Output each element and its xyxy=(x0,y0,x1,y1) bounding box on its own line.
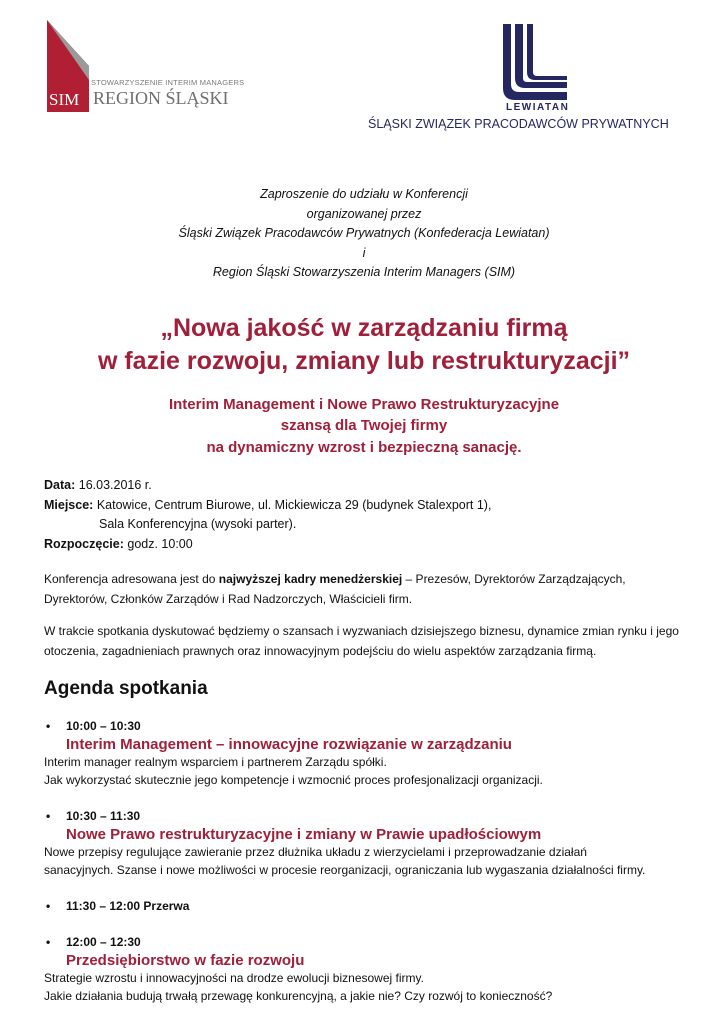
start-row xyxy=(44,535,684,555)
agenda-item-title: Interim Management – innowacyjne rozwiązanie w zarządzaniu xyxy=(66,736,512,753)
date-row xyxy=(44,476,684,496)
invitation-line: Zaproszenie do udziału w Konferencji xyxy=(260,187,468,201)
audience-paragraph xyxy=(44,569,684,609)
bullet-icon: • xyxy=(46,899,51,913)
agenda-item-description: Strategie wzrostu i innowacyjności na drodze ewolucji biznesowej firmy. xyxy=(44,971,424,985)
invitation-block xyxy=(44,185,684,283)
agenda-item xyxy=(44,933,684,1005)
bullet-icon: • xyxy=(46,719,51,733)
event-details xyxy=(44,476,684,554)
agenda-item xyxy=(44,807,684,879)
place-row-2: Sala Konferencyjna (wysoki parter). xyxy=(99,517,297,531)
agenda-item-break xyxy=(44,897,684,915)
sim-logo xyxy=(47,20,267,120)
audience-text-rest: – Prezesów, Dyrektorów Zarządzających, Dyrektorów, Członków Zarządów i Rad Nadzorczych, Właścicieli firm. xyxy=(44,572,626,606)
agenda-item-title: Przedsiębiorstwo w fazie rozwoju xyxy=(66,952,305,969)
conference-title xyxy=(44,312,684,378)
sim-subtitle: STOWARZYSZENIE INTERIM MANAGERS xyxy=(91,78,245,87)
place-value: Katowice, Centrum Biurowe, ul. Mickiewicza 29 (budynek Stalexport 1), xyxy=(93,497,492,512)
agenda-item-time-row xyxy=(44,933,684,951)
agenda-item xyxy=(44,717,684,789)
document-body xyxy=(44,185,684,1005)
invitation-line: organizowanej przez xyxy=(306,206,422,221)
subtitle-line-2: szansą dla Twojej firmy xyxy=(280,417,448,434)
lewiatan-subtitle: ŚLĄSKI ZWIĄZEK PRACODAWCÓW PRYWATNYCH xyxy=(368,117,669,131)
agenda-item-time: 11:30 – 12:00 Przerwa xyxy=(66,899,190,913)
title-line-1: „Nowa jakość w zarządzaniu firmą xyxy=(160,313,568,342)
start-label: Rozpoczęcie: xyxy=(44,536,124,551)
place-row xyxy=(44,496,684,516)
lewiatan-logo-icon xyxy=(495,20,575,110)
page-header xyxy=(0,0,725,140)
bullet-icon: • xyxy=(46,935,51,949)
audience-text: Konferencja adresowana jest do xyxy=(44,572,219,586)
subtitle-line-1: Interim Management i Nowe Prawo Restrukturyzacyjne xyxy=(168,395,560,413)
place-label: Miejsce: xyxy=(44,497,94,512)
invitation-line: i xyxy=(362,245,366,260)
agenda-item-time: 12:00 – 12:30 xyxy=(66,935,141,949)
invitation-line: Region Śląski Stowarzyszenia Interim Managers (SIM) xyxy=(212,265,516,279)
agenda-item-title: Nowe Prawo restrukturyzacyjne i zmiany w Prawie upadłościowym xyxy=(66,826,542,843)
agenda-item-time-row xyxy=(44,897,684,915)
agenda-item-time: 10:00 – 10:30 xyxy=(66,719,141,733)
agenda-item-time-row xyxy=(44,717,684,735)
intro-paragraph: W trakcie spotkania dyskutować będziemy o szansach i wyzwaniach dzisiejszego biznesu, dynamice zmian rynku i jego otoczenia, zagadnieniach prawnych oraz innowacyjnym podejściu do wielu aspektów zarządzania firmą. xyxy=(44,624,679,658)
agenda-item-description: Jak wykorzystać skutecznie jego kompetencje i wzmocnić proces profesjonalizacji organizacji. xyxy=(44,772,543,787)
agenda-item-description: Jakie działania budują trwałą przewagę konkurencyjną, a jakie nie? Czy rozwój to konieczność? xyxy=(44,988,553,1003)
agenda-heading: Agenda spotkania xyxy=(44,678,208,699)
subtitle-line-3: na dynamiczny wzrost i bezpieczną sanację. xyxy=(206,438,522,456)
lewiatan-name: LEWIATAN xyxy=(506,102,570,113)
date-label: Data: xyxy=(44,478,76,492)
conference-subtitle xyxy=(44,394,684,459)
bullet-icon: • xyxy=(46,809,51,823)
agenda-item-description: sanacyjnych. Szanse i nowe możliwości w procesie reorganizacji, ograniczania lub wygaszania działalności firmy. xyxy=(44,862,646,877)
agenda-item-time: 10:30 – 11:30 xyxy=(66,809,141,823)
invitation-line: Śląski Związek Pracodawców Prywatnych (Konfederacja Lewiatan) xyxy=(178,226,550,240)
sim-region-name: REGION ŚLĄSKI xyxy=(93,88,229,108)
title-line-2: w fazie rozwoju, zmiany lub restrukturyzacji” xyxy=(97,346,631,375)
audience-emphasis: najwyższej kadry menedżerskiej xyxy=(218,572,403,586)
sim-abbreviation: SIM xyxy=(49,90,80,109)
agenda-item-time-row xyxy=(44,807,684,825)
date-value: 16.03.2016 r. xyxy=(75,478,152,492)
start-value: godz. 10:00 xyxy=(123,536,193,551)
agenda-item-description: Nowe przepisy regulujące zawieranie przez dłużnika układu z wierzycielami i przeprowadzanie działań xyxy=(44,845,587,859)
agenda-item-description: Interim manager realnym wsparciem i partnerem Zarządu spółki. xyxy=(44,755,387,769)
